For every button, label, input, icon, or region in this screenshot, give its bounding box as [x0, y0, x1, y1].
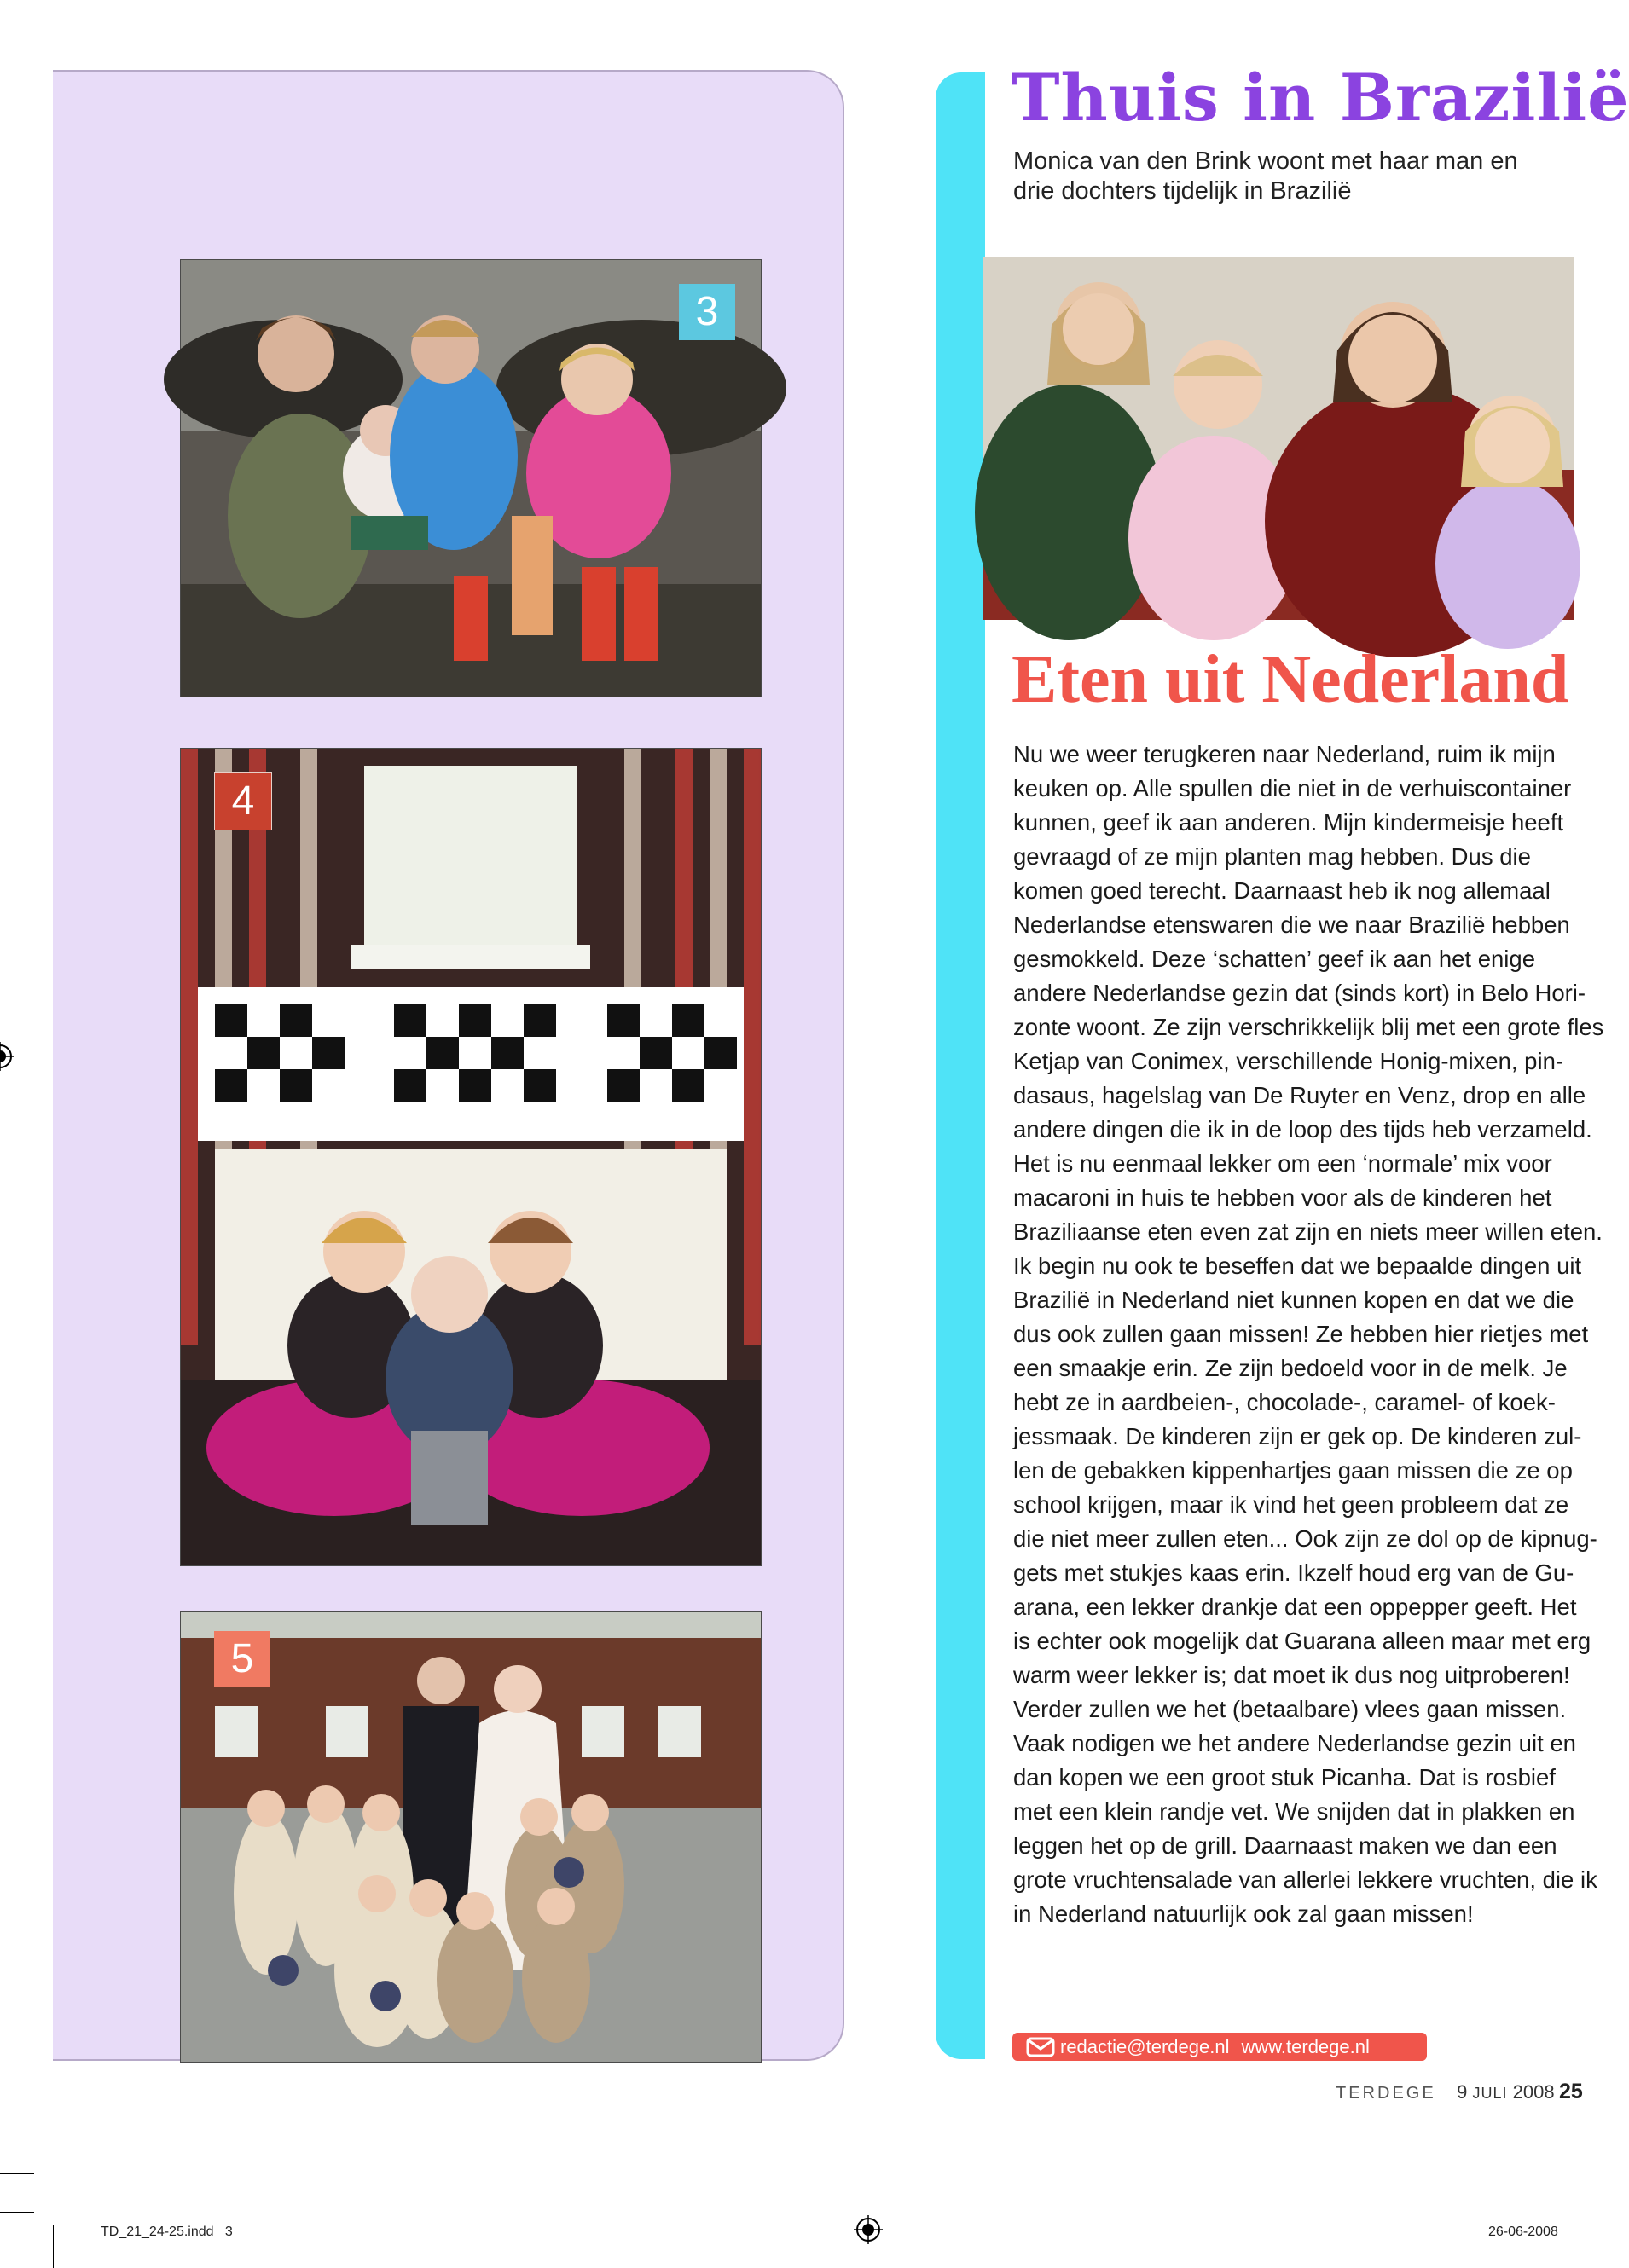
footer-month: JULI: [1472, 2085, 1508, 2102]
body-line: warm weer lekker is; dat moet ik dus nog uitproberen!: [1013, 1662, 1570, 1688]
body-line: hebt ze in aardbeien-, chocolade-, caramel- of koek-: [1013, 1389, 1556, 1415]
body-line: dus ook zullen gaan missen! Ze hebben hier rietjes met: [1013, 1321, 1589, 1347]
body-line: arana, een lekker drankje dat een oppepper geeft. Het: [1013, 1594, 1577, 1620]
body-line: zonte woont. Ze zijn verschrikkelijk blij met een grote fles: [1013, 1014, 1604, 1040]
body-line: een smaakje erin. Ze zijn bedoeld voor in de melk. Je: [1013, 1355, 1568, 1381]
photo-number-badge-4: 4: [214, 772, 272, 830]
body-line: gevraagd of ze mijn planten mag hebben. Dus die: [1013, 843, 1531, 870]
body-line: Ik begin nu ook te beseffen dat we bepaalde dingen uit: [1013, 1253, 1582, 1279]
body-line: jessmaak. De kinderen zijn er gek op. De kinderen zul-: [1013, 1423, 1582, 1449]
contact-bar: [1012, 2033, 1427, 2061]
print-slug-date: 26-06-2008: [1488, 2225, 1558, 2239]
article-subtitle: Monica van den Brink woont met haar man en drie dochters tijdelijk in Brazilië: [1013, 148, 1518, 205]
body-line: met een klein randje vet. We snijden dat in plakken en: [1013, 1798, 1575, 1825]
footer-brand: TERDEGE: [1336, 2084, 1436, 2103]
body-line: gesmokkeld. Deze ‘schatten’ geef ik aan het enige: [1013, 946, 1535, 972]
page-footer: [1336, 2081, 1555, 2103]
footer-year: 2008: [1512, 2081, 1555, 2103]
body-line: school krijgen, maar ik vind het geen probleem dat ze: [1013, 1491, 1569, 1518]
body-line: Nederlandse etenswaren die we naar Brazilië hebben: [1013, 911, 1570, 938]
body-line: Nu we weer terugkeren naar Nederland, ruim ik mijn: [1013, 741, 1556, 767]
body-line: komen goed terecht. Daarnaast heb ik nog allemaal: [1013, 877, 1551, 904]
contact-website-link[interactable]: www.terdege.nl: [1241, 2035, 1370, 2057]
body-line: keuken op. Alle spullen die niet in de verhuiscontainer: [1013, 775, 1572, 801]
registration-mark-icon: [0, 1042, 14, 1071]
contact-email-link[interactable]: redactie@terdege.nl: [1060, 2035, 1230, 2057]
body-line: gets met stukjes kaas erin. Ikzelf houd erg van de Gu-: [1013, 1559, 1574, 1586]
body-line: dasaus, hagelslag van De Ruyter en Venz, drop en alle: [1013, 1082, 1586, 1108]
body-line: macaroni in huis te hebben voor als de kinderen het: [1013, 1184, 1552, 1211]
body-line: andere dingen die ik in de loop des tijds heb verzameld.: [1013, 1116, 1592, 1143]
footer-day: 9: [1457, 2081, 1468, 2103]
body-line: kunnen, geef ik aan anderen. Mijn kindermeisje heeft: [1013, 809, 1564, 836]
crop-mark: [53, 2225, 54, 2268]
body-line: andere Nederlandse gezin dat (sinds kort) in Belo Hori-: [1013, 980, 1586, 1006]
body-line: Verder zullen we het (betaalbare) vlees gaan missen.: [1013, 1696, 1567, 1722]
body-line: grote vruchtensalade van allerlei lekkere vruchten, die ik: [1013, 1866, 1597, 1893]
article-body: [1013, 738, 1604, 1927]
section-headline: Eten uit Nederland: [1012, 642, 1569, 717]
body-line: dan kopen we een groot stuk Picanha. Dat is rosbief: [1013, 1764, 1556, 1791]
article-title: Thuis in Brazilië: [1012, 60, 1629, 136]
body-line: leggen het op de grill. Daarnaast maken we dan een: [1013, 1832, 1557, 1859]
body-line: len de gebakken kippenhartjes gaan missen die ze op: [1013, 1457, 1573, 1484]
body-line: Het is nu eenmaal lekker om een ‘normale’ mix voor: [1013, 1150, 1552, 1177]
crop-mark: [0, 2173, 34, 2174]
page-number: 25: [1559, 2080, 1583, 2103]
photo-4-image: [181, 749, 761, 1565]
body-line: in Nederland natuurlijk ook zal gaan missen!: [1013, 1901, 1474, 1927]
photo-5-wedding-group: [180, 1611, 762, 2063]
photo-3-image: [181, 260, 761, 697]
family-photo-image: [983, 257, 1574, 620]
body-line: Vaak nodigen we het andere Nederlandse gezin uit en: [1013, 1730, 1576, 1756]
envelope-icon: [1026, 2037, 1055, 2057]
photo-3-children-on-rocks: [180, 259, 762, 697]
registration-mark-icon: [854, 2215, 883, 2244]
photo-number-badge-5: 5: [214, 1631, 270, 1687]
print-slug-file: TD_21_24-25.indd 3: [101, 2225, 233, 2239]
accent-bar: [936, 72, 985, 2059]
photo-number-badge-3: 3: [679, 284, 735, 340]
body-line: die niet meer zullen eten... Ook zijn ze dol op de kipnug-: [1013, 1525, 1597, 1552]
body-line: Brazilië in Nederland niet kunnen kopen en dat we die: [1013, 1287, 1574, 1313]
family-photo: [983, 257, 1574, 620]
body-line: is echter ook mogelijk dat Guarana alleen maar met erg: [1013, 1628, 1591, 1654]
body-line: Ketjap van Conimex, verschillende Honig-mixen, pin-: [1013, 1048, 1564, 1074]
crop-mark: [0, 2212, 34, 2213]
body-line: Braziliaanse eten even zat zijn en niets meer willen eten.: [1013, 1218, 1603, 1245]
photo-4-children-play-kitchen: [180, 748, 762, 1566]
